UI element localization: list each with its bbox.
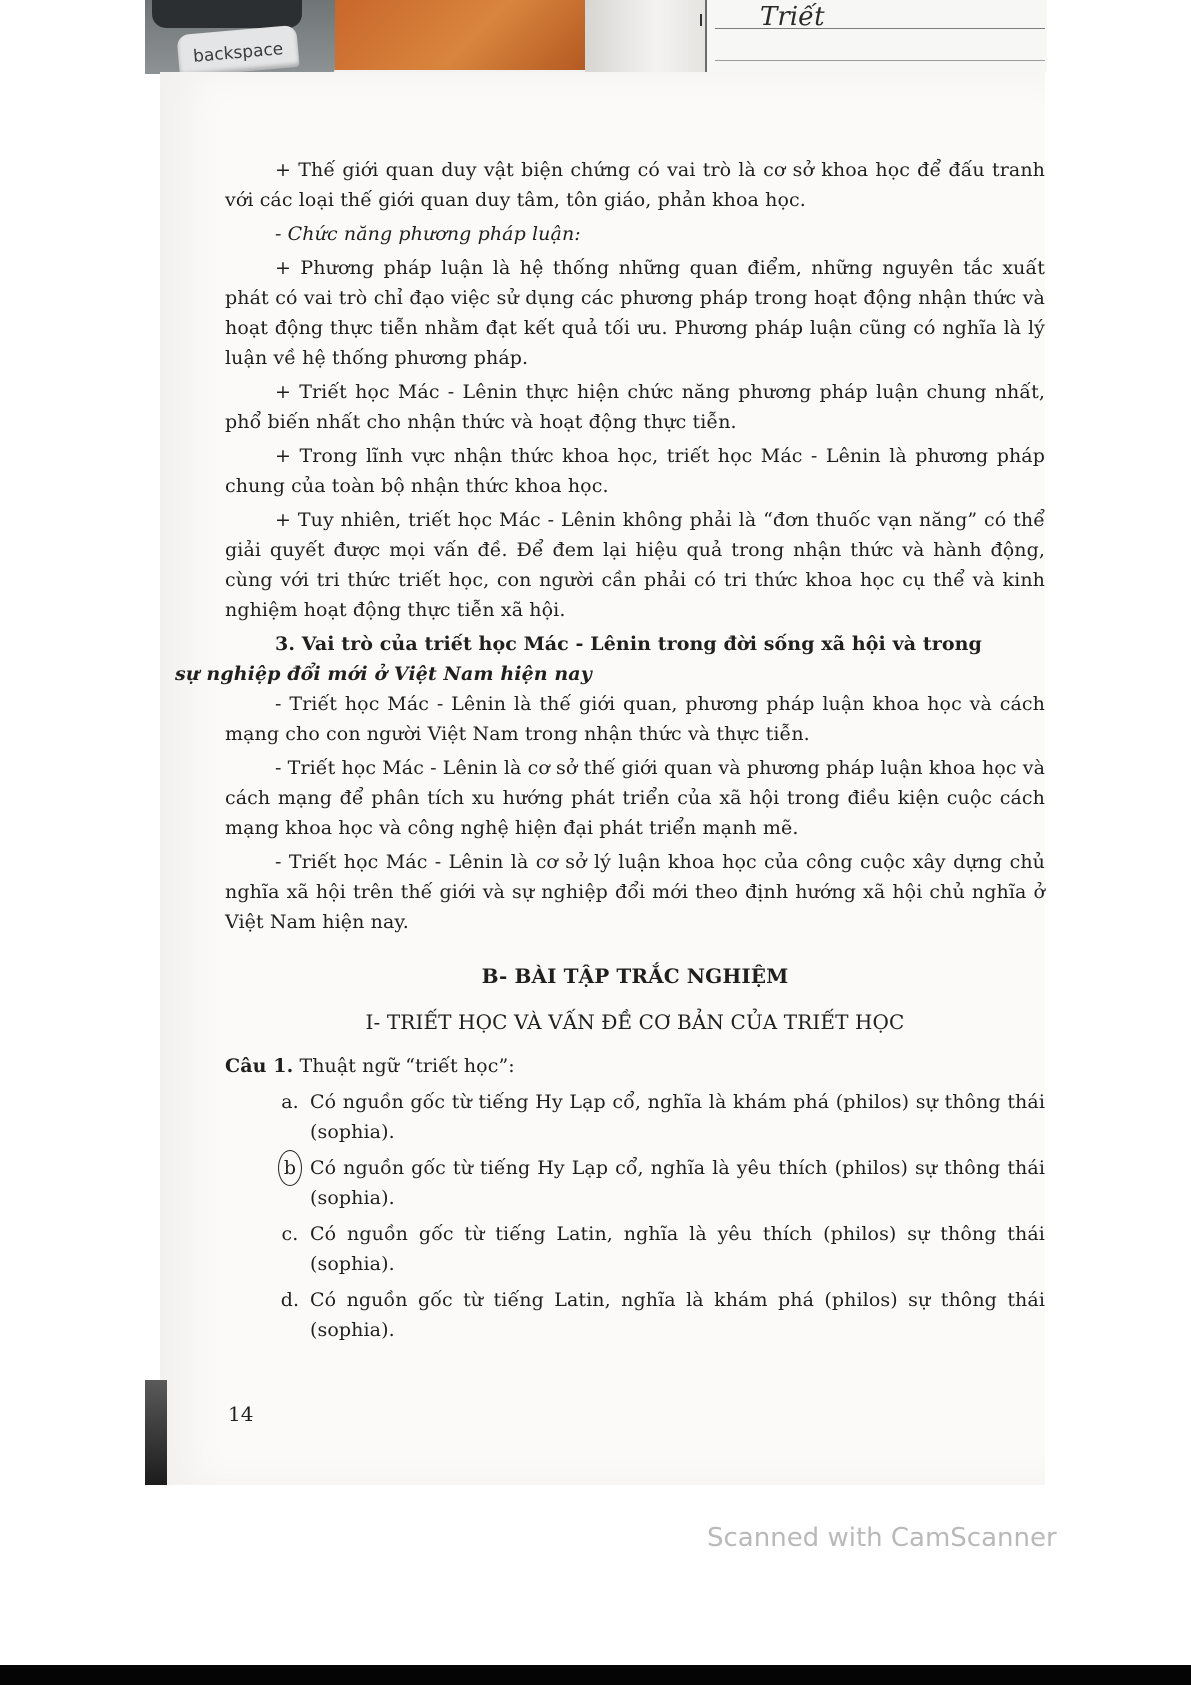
option-text: Có nguồn gốc từ tiếng Hy Lạp cổ, nghĩa là yêu thích (philos) sự thông thái (sophia). <box>310 1157 1045 1209</box>
option-text: Có nguồn gốc từ tiếng Hy Lạp cổ, nghĩa là khám phá (philos) sự thông thái (sophia). <box>310 1091 1045 1143</box>
heading-role-part1: 3. Vai trò của triết học Mác - Lênin trong đời sống xã hội và trong <box>275 633 982 655</box>
backspace-key: backspace <box>176 25 299 77</box>
notebook-line <box>715 60 1045 61</box>
page-content <box>175 155 1045 1351</box>
paragraph-role-analysis: - Triết học Mác - Lênin là cơ sở thế giới quan và phương pháp luận khoa học và cách mạng để phân tích xu hướng phát triển của xã hội trong điều kiện cuộc cách mạng khoa học và công nghệ hiện đại phát triển mạnh mẽ. <box>225 757 1045 839</box>
answer-option-c[interactable] <box>225 1219 1045 1279</box>
option-letter: a. <box>281 1091 299 1113</box>
paragraph-role-socialism: - Triết học Mác - Lênin là cơ sở lý luận khoa học của công cuộc xây dựng chủ nghĩa xã hội trên thế giới và sự nghiệp đổi mới theo định hướng xã hội chủ nghĩa ở Việt Nam hiện nay. <box>225 851 1045 933</box>
paragraph-role-worldview: - Triết học Mác - Lênin là thế giới quan, phương pháp luận khoa học và cách mạng cho con người Việt Nam trong nhận thức và thực tiễn. <box>225 693 1045 745</box>
handwritten-note: Triết <box>760 2 825 32</box>
option-text: Có nguồn gốc từ tiếng Latin, nghĩa là yêu thích (philos) sự thông thái (sophia). <box>310 1223 1045 1275</box>
answer-option-b[interactable] <box>225 1153 1045 1213</box>
page-number: 14 <box>228 1402 254 1426</box>
section-b-heading: B- BÀI TẬP TRẮC NGHIỆM <box>481 964 789 988</box>
option-letter: c. <box>281 1223 299 1245</box>
paragraph-not-panacea: + Tuy nhiên, triết học Mác - Lênin không phải là “đơn thuốc vạn năng” có thể giải quyết được mọi vấn đề. Để đem lại hiệu quả trong nhận thức và hành động, cùng với tri thức triết học, con người cần phải có tri thức khoa học cụ thể và kinh nghiệm hoạt động thực tiễn xã hội. <box>225 509 1045 621</box>
answer-option-a[interactable] <box>225 1087 1045 1147</box>
answer-options <box>225 1087 1045 1345</box>
option-letter: d. <box>280 1289 300 1311</box>
camscanner-watermark: Scanned with CamScanner <box>707 1523 1057 1553</box>
paragraph-methodology-general: + Triết học Mác - Lênin thực hiện chức năng phương pháp luận chung nhất, phổ biến nhất cho nhận thức và hoạt động thực tiễn. <box>225 381 1045 433</box>
paragraph-methodology-definition: + Phương pháp luận là hệ thống những quan điểm, những nguyên tắc xuất phát có vai trò chỉ đạo việc sử dụng các phương pháp trong hoạt động nhận thức và hoạt động thực tiễn nhằm đạt kết quả tối ưu. Phương pháp luận cũng có nghĩa là lý luận về hệ thống phương pháp. <box>225 257 1045 369</box>
option-text: Có nguồn gốc từ tiếng Latin, nghĩa là khám phá (philos) sự thông thái (sophia). <box>310 1289 1045 1341</box>
book-edge <box>585 0 705 72</box>
bottom-border <box>0 1665 1191 1685</box>
keyboard-key <box>152 0 302 28</box>
subsection-1-heading: I- TRIẾT HỌC VÀ VẤN ĐỀ CƠ BẢN CỦA TRIẾT HỌC <box>365 1010 905 1034</box>
heading-role-part2: sự nghiệp đổi mới ở Việt Nam hiện nay <box>175 663 592 685</box>
page-shadow-strip <box>145 1380 167 1485</box>
subheading-methodology-function: - Chức năng phương pháp luận: <box>275 223 581 245</box>
heading-role-in-society <box>175 629 1045 689</box>
question-label: Câu 1. <box>225 1055 294 1077</box>
answer-option-d[interactable] <box>225 1285 1045 1345</box>
notebook-tick <box>700 14 702 26</box>
wood-surface <box>335 0 585 70</box>
question-text: Thuật ngữ “triết học”: <box>299 1055 515 1077</box>
question-1 <box>225 1051 1045 1081</box>
notebook-photo <box>705 0 1047 72</box>
paragraph-scientific-method: + Trong lĩnh vực nhận thức khoa học, triết học Mác - Lênin là phương pháp chung của toàn bộ nhận thức khoa học. <box>225 445 1045 497</box>
paragraph-worldview-role: + Thế giới quan duy vật biện chứng có vai trò là cơ sở khoa học để đấu tranh với các loại thế giới quan duy tâm, tôn giáo, phản khoa học. <box>225 159 1045 211</box>
circled-answer-mark: b <box>278 1150 302 1186</box>
